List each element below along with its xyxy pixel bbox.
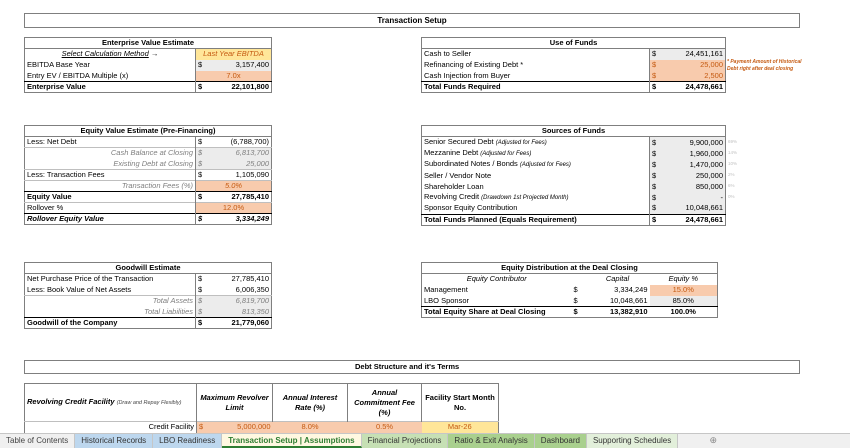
total-equity-label: Total Equity Share at Deal Closing — [422, 307, 572, 318]
refinancing-label: Refinancing of Existing Debt * — [424, 60, 524, 69]
source-label-shareholder-loan: Shareholder Loan — [424, 181, 484, 191]
sheet-tab-bar — [0, 433, 850, 448]
total-funds-required-currency: $ — [650, 82, 666, 93]
total-liabilities-label: Total Liabilities — [144, 306, 193, 316]
source-name: Subordinated Notes / Bonds — [424, 159, 518, 168]
net-debt-label: Less: Net Debt — [27, 137, 77, 146]
transaction-fees-pct-label: Transaction Fees (%) — [121, 181, 193, 190]
cash-balance-value: 6,813,700 — [212, 148, 272, 159]
total-funds-required-value: 24,478,661 — [666, 82, 726, 93]
equity-value-currency: $ — [196, 192, 212, 203]
add-sheet-icon[interactable]: ⊕ — [709, 435, 717, 445]
enterprise-value-header: Enterprise Value Estimate — [25, 38, 272, 49]
book-value-value: 6,006,350 — [235, 284, 270, 294]
total-equity-capital: 13,382,910 — [586, 307, 650, 318]
equity-value-table — [24, 125, 272, 225]
total-funds-planned-value: 24,478,661 — [666, 214, 726, 225]
net-debt-value: (6,788,700) — [230, 137, 270, 146]
ebitda-label: EBITDA Base Year — [27, 60, 90, 69]
equity-value-total: 27,785,410 — [212, 192, 272, 203]
equity-value-label: Equity Value — [25, 192, 196, 203]
source-sub: (Adjusted for Fees) — [519, 162, 571, 168]
management-label: Management — [424, 285, 468, 294]
total-liabilities-value: 813,350 — [212, 307, 272, 318]
method-select-cell[interactable]: Last Year EBITDA — [196, 49, 272, 60]
tab-financial-projections[interactable]: Financial Projections — [362, 434, 449, 448]
total-funds-planned-currency: $ — [650, 214, 666, 225]
source-pct-subordinated: 10% — [728, 161, 738, 166]
tab-historical-records[interactable]: Historical Records — [75, 434, 153, 448]
col-facility-start-month: Facility Start Month No. — [422, 384, 499, 422]
source-sub: (Adjusted for Fees) — [480, 151, 532, 157]
source-pct-mezzanine: 14% — [728, 150, 738, 155]
refinancing-currency: $ — [650, 60, 666, 71]
cash-injection-currency: $ — [650, 71, 666, 82]
lbo-sponsor-label: LBO Sponsor — [424, 295, 470, 305]
tab-ratio-exit-analysis[interactable]: Ratio & Exit Analysis — [448, 434, 534, 448]
cash-balance-label: Cash Balance at Closing — [110, 148, 193, 158]
source-value-subordinated: 1,470,000 — [666, 159, 726, 170]
source-value-revolver: - — [666, 192, 726, 203]
lbo-sponsor-pct: 85.0% — [650, 296, 718, 307]
cash-to-seller-label: Cash to Seller — [424, 49, 472, 59]
sources-of-funds-table — [421, 125, 726, 226]
total-assets-value: 6,819,700 — [212, 296, 272, 307]
source-currency: $ — [650, 137, 666, 149]
total-equity-pct: 100.0% — [650, 307, 718, 318]
source-value-shareholder-loan: 850,000 — [666, 181, 726, 192]
cash-balance-currency: $ — [196, 148, 212, 159]
source-label-senior — [422, 137, 650, 149]
multiple-label: Entry EV / EBITDA Multiple (x) — [27, 70, 129, 80]
source-pct-seller-note: 2% — [728, 172, 735, 177]
refinancing-value[interactable]: 25,000 — [666, 60, 726, 71]
revolver-table — [24, 383, 499, 433]
rollover-equity-value: 3,334,249 — [212, 214, 272, 225]
transaction-setup-title: Transaction Setup — [24, 13, 800, 28]
credit-facility-start[interactable]: Mar-26 — [422, 422, 499, 433]
tab-table-of-contents[interactable]: Table of Contents — [0, 434, 75, 448]
goodwill-value: 21,779,060 — [212, 318, 272, 329]
source-currency: $ — [650, 181, 666, 192]
credit-facility-fee[interactable]: 0.5% — [348, 422, 422, 433]
ebitda-value[interactable]: 3,157,400 — [212, 60, 272, 71]
source-pct-senior: 69% — [728, 139, 738, 144]
col-equity-pct: Equity % — [668, 274, 699, 284]
col-annual-commitment-fee: Annual Commitment Fee (%) — [348, 384, 422, 422]
tab-lbo-readiness[interactable]: LBO Readiness — [153, 434, 222, 448]
lbo-sponsor-currency: $ — [573, 295, 578, 305]
transaction-fees-value: 1,105,090 — [235, 170, 270, 179]
book-value-label: Less: Book Value of Net Assets — [27, 284, 132, 294]
use-of-funds-header: Use of Funds — [422, 38, 726, 49]
multiple-value[interactable]: 7.0x — [196, 71, 272, 82]
revolver-facility-sub: (Draw and Repay Flexibly) — [116, 400, 182, 406]
source-value-sponsor-equity: 10,048,661 — [666, 203, 726, 214]
existing-debt-value: 25,000 — [212, 159, 272, 170]
enterprise-value-table — [24, 37, 272, 93]
source-pct-shareholder-loan: 6% — [728, 183, 735, 188]
net-purchase-value: 27,785,410 — [231, 274, 270, 284]
tab-supporting-schedules[interactable]: Supporting Schedules — [587, 434, 678, 448]
method-label-cell — [25, 49, 196, 60]
source-sub: (Adjusted for Fees) — [495, 140, 547, 146]
management-currency: $ — [573, 285, 578, 294]
goodwill-table — [24, 262, 272, 329]
tab-dashboard[interactable]: Dashboard — [535, 434, 587, 448]
lbo-sponsor-capital: 10,048,661 — [609, 295, 648, 305]
total-funds-required-label: Total Funds Required — [422, 82, 650, 93]
equity-distribution-table — [421, 262, 718, 318]
source-pct-revolver: 0% — [728, 194, 735, 199]
cash-injection-label: Cash Injection from Buyer — [424, 70, 511, 80]
total-assets-currency: $ — [196, 296, 212, 307]
source-currency: $ — [650, 192, 666, 203]
existing-debt-currency: $ — [196, 159, 212, 170]
equity-value-header: Equity Value Estimate (Pre-Financing) — [25, 126, 272, 137]
total-equity-currency: $ — [572, 307, 586, 318]
use-of-funds-table — [421, 37, 726, 93]
rollover-equity-currency: $ — [196, 214, 212, 225]
col-capital: Capital — [605, 274, 630, 284]
source-label-sponsor-equity: Sponsor Equity Contribution — [424, 203, 518, 213]
credit-facility-rate[interactable]: 8.0% — [273, 422, 348, 433]
goodwill-header: Goodwill Estimate — [25, 263, 272, 274]
source-label-revolver — [422, 192, 650, 203]
enterprise-value-label: Enterprise Value — [25, 82, 196, 93]
source-currency: $ — [650, 159, 666, 170]
tab-transaction-setup[interactable]: Transaction Setup | Assumptions — [222, 434, 361, 448]
source-name: Revolving Credit — [424, 192, 480, 201]
management-pct[interactable]: 15.0% — [650, 285, 718, 296]
cash-to-seller-currency: $ — [650, 49, 666, 60]
col-max-revolver-limit: Maximum Revolver Limit — [197, 384, 273, 422]
cash-injection-value[interactable]: 2,500 — [666, 71, 726, 82]
credit-facility-currency: $ — [199, 422, 204, 432]
revolver-facility-label-cell — [25, 384, 197, 422]
net-purchase-currency: $ — [196, 274, 212, 285]
method-label: Select Calculation Method — [61, 49, 149, 59]
goodwill-label: Goodwill of the Company — [25, 318, 196, 329]
col-annual-interest-rate: Annual Interest Rate (%) — [273, 384, 348, 422]
credit-facility-label: Credit Facility — [148, 422, 194, 432]
equity-distribution-header: Equity Distribution at the Deal Closing — [422, 263, 718, 274]
source-label-mezzanine — [422, 148, 650, 159]
source-sub: (Drawdown 1st Projected Month) — [481, 195, 569, 201]
goodwill-currency: $ — [196, 318, 212, 329]
transaction-fees-pct-value[interactable]: 5.0% — [196, 181, 272, 192]
cash-to-seller-value: 24,451,161 — [666, 49, 726, 60]
existing-debt-label: Existing Debt at Closing — [113, 158, 193, 168]
credit-facility-limit-cell[interactable] — [197, 422, 273, 433]
revolver-facility-label: Revolving Credit Facility — [27, 397, 115, 406]
source-currency: $ — [650, 148, 666, 159]
source-name: Senior Secured Debt — [424, 137, 494, 146]
source-currency: $ — [650, 203, 666, 214]
management-capital: 3,334,249 — [614, 285, 648, 294]
enterprise-value-currency: $ — [196, 82, 212, 93]
rollover-pct-label: Rollover % — [27, 203, 64, 212]
source-label-subordinated — [422, 159, 650, 170]
debt-structure-title: Debt Structure and it's Terms — [24, 360, 800, 374]
source-value-mezzanine: 1,960,000 — [666, 148, 726, 159]
refinancing-footnote: * Payment Amount of Historical Debt right after deal closing — [727, 59, 802, 72]
credit-facility-limit: 5,000,000 — [237, 422, 271, 432]
book-value-currency: $ — [196, 285, 212, 296]
ebitda-currency: $ — [196, 60, 212, 71]
rollover-pct-value[interactable]: 12.0% — [196, 203, 272, 214]
col-equity-contributor: Equity Contributor — [466, 274, 527, 284]
source-value-seller-note: 250,000 — [666, 170, 726, 181]
net-purchase-label: Net Purchase Price of the Transaction — [27, 274, 154, 284]
sources-of-funds-header: Sources of Funds — [422, 126, 726, 137]
net-debt-currency: $ — [196, 137, 212, 148]
source-label-seller-note: Seller / Vendor Note — [424, 170, 492, 180]
total-funds-planned-label: Total Funds Planned (Equals Requirement) — [422, 214, 650, 225]
source-currency: $ — [650, 170, 666, 181]
total-liabilities-currency: $ — [196, 307, 212, 318]
rollover-equity-label: Rollover Equity Value — [25, 214, 196, 225]
enterprise-value-total: 22,101,800 — [212, 82, 272, 93]
source-value-senior: 9,900,000 — [666, 137, 726, 149]
source-name: Mezzanine Debt — [424, 148, 479, 157]
arrow-right-icon: → — [150, 49, 159, 59]
total-assets-label: Total Assets — [152, 296, 193, 306]
transaction-fees-currency: $ — [196, 170, 212, 181]
transaction-fees-label: Less: Transaction Fees — [27, 170, 105, 179]
